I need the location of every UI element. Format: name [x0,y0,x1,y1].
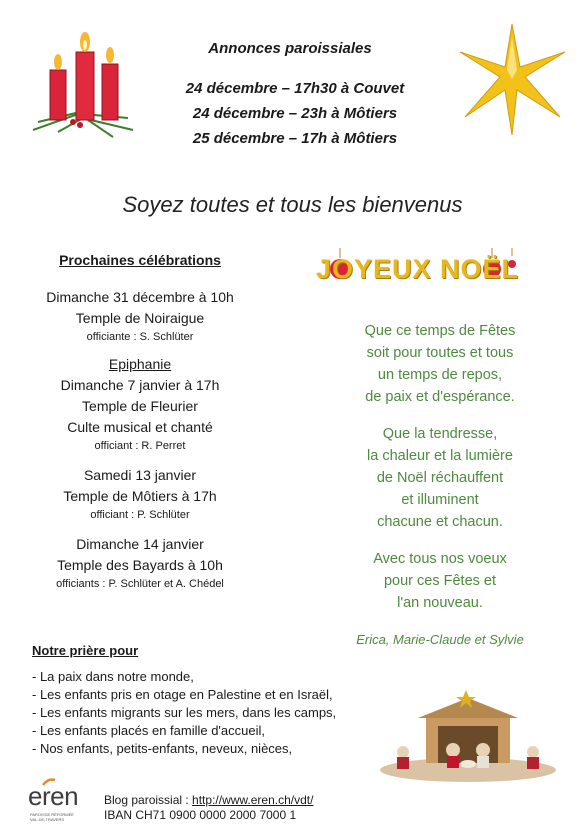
service-line-3: 25 décembre – 17h à Môtiers [192,130,398,147]
greeting-line: chacune et chacun. [377,514,503,530]
celebration-place: Temple des Bayards à 10h [57,557,223,573]
christmas-star-illustration [455,22,570,137]
iban-text: IBAN CH71 0900 0000 2000 7000 1 [104,808,297,822]
celebration-block-4 [20,534,260,593]
greeting-paragraph-3 [310,548,570,614]
eren-logo-subtitle-2: VAL-DE-TRAVERS [30,817,65,822]
prayer-list [32,668,392,758]
service-line-1: 24 décembre – 17h30 à Couvet [185,80,405,97]
prayer-item: - La paix dans notre monde, [32,669,194,684]
eren-logo [28,778,100,824]
greeting-line: soit pour toutes et tous [366,345,514,361]
greeting-line: Avec tous nos voeux [373,551,507,567]
eren-logo-subtitle-1: PAROISSE RÉFORMÉE [30,812,74,817]
celebration-block-1 [20,287,260,346]
celebrations-section [20,250,260,593]
greeting-line: de paix et d'espérance. [365,389,515,405]
greeting-line: Que ce temps de Fêtes [364,323,516,339]
joyeux-noel-banner [312,248,544,288]
announcements-title: Annonces paroissiales [208,40,372,57]
greeting-line: un temps de repos, [377,367,503,383]
celebration-officiant: officiant : R. Perret [94,440,186,452]
greeting-paragraph-2 [310,423,570,533]
greeting-text [310,320,570,651]
prayer-item: - Nos enfants, petits-enfants, neveux, nièces, [32,741,293,756]
celebration-block-3 [20,465,260,524]
celebration-date: Dimanche 14 janvier [76,536,204,552]
footer-info [104,793,313,823]
welcome-heading: Soyez toutes et tous les bienvenus [122,192,463,217]
celebration-place: Temple de Noiraigue [75,310,205,326]
joyeux-noel-text: JOYEUX NOËL [316,254,520,284]
greeting-line: et illuminent [401,492,479,508]
celebration-officiant: officiant : P. Schlüter [90,509,190,521]
advent-candles-illustration [28,22,138,142]
prayer-item: - Les enfants migrants sur les mers, dans les camps, [32,705,337,720]
greeting-signature: Erica, Marie-Claude et Sylvie [356,632,524,647]
blog-link[interactable]: http://www.eren.ch/vdt/ [192,793,314,807]
celebrations-heading: Prochaines célébrations [59,252,221,268]
greeting-paragraph-1 [310,320,570,408]
celebration-officiant: officiants : P. Schlüter et A. Chédel [56,578,224,590]
greeting-line: pour ces Fêtes et [383,573,497,589]
service-line-2: 24 décembre – 23h à Môtiers [192,105,398,122]
greeting-line: Que la tendresse, [382,426,498,442]
greeting-line: la chaleur et la lumière [367,448,513,464]
celebration-officiant: officiante : S. Schlüter [86,331,194,343]
prayer-heading: Notre prière pour [32,643,139,658]
blog-line [104,793,313,808]
blog-label: Blog paroissial : [104,793,193,807]
greeting-line: de Noël réchauffent [376,470,504,486]
celebration-place: Temple de Fleurier [82,398,198,414]
celebration-date: Dimanche 31 décembre à 10h [46,289,234,305]
greeting-line: l'an nouveau. [397,595,483,611]
prayer-item: - Les enfants placés en famille d'accueil, [32,723,265,738]
celebration-place: Temple de Môtiers à 17h [63,488,217,504]
celebration-label: Epiphanie [108,356,172,372]
nativity-scene-illustration [378,688,558,783]
celebration-description: Culte musical et chanté [67,419,213,435]
celebration-block-2 [20,354,260,455]
prayer-item: - Les enfants pris en otage en Palestine et en Israël, [32,687,333,702]
celebration-date: Samedi 13 janvier [83,467,197,483]
celebration-date: Dimanche 7 janvier à 17h [60,377,220,393]
eren-logo-text: eren [28,781,79,811]
